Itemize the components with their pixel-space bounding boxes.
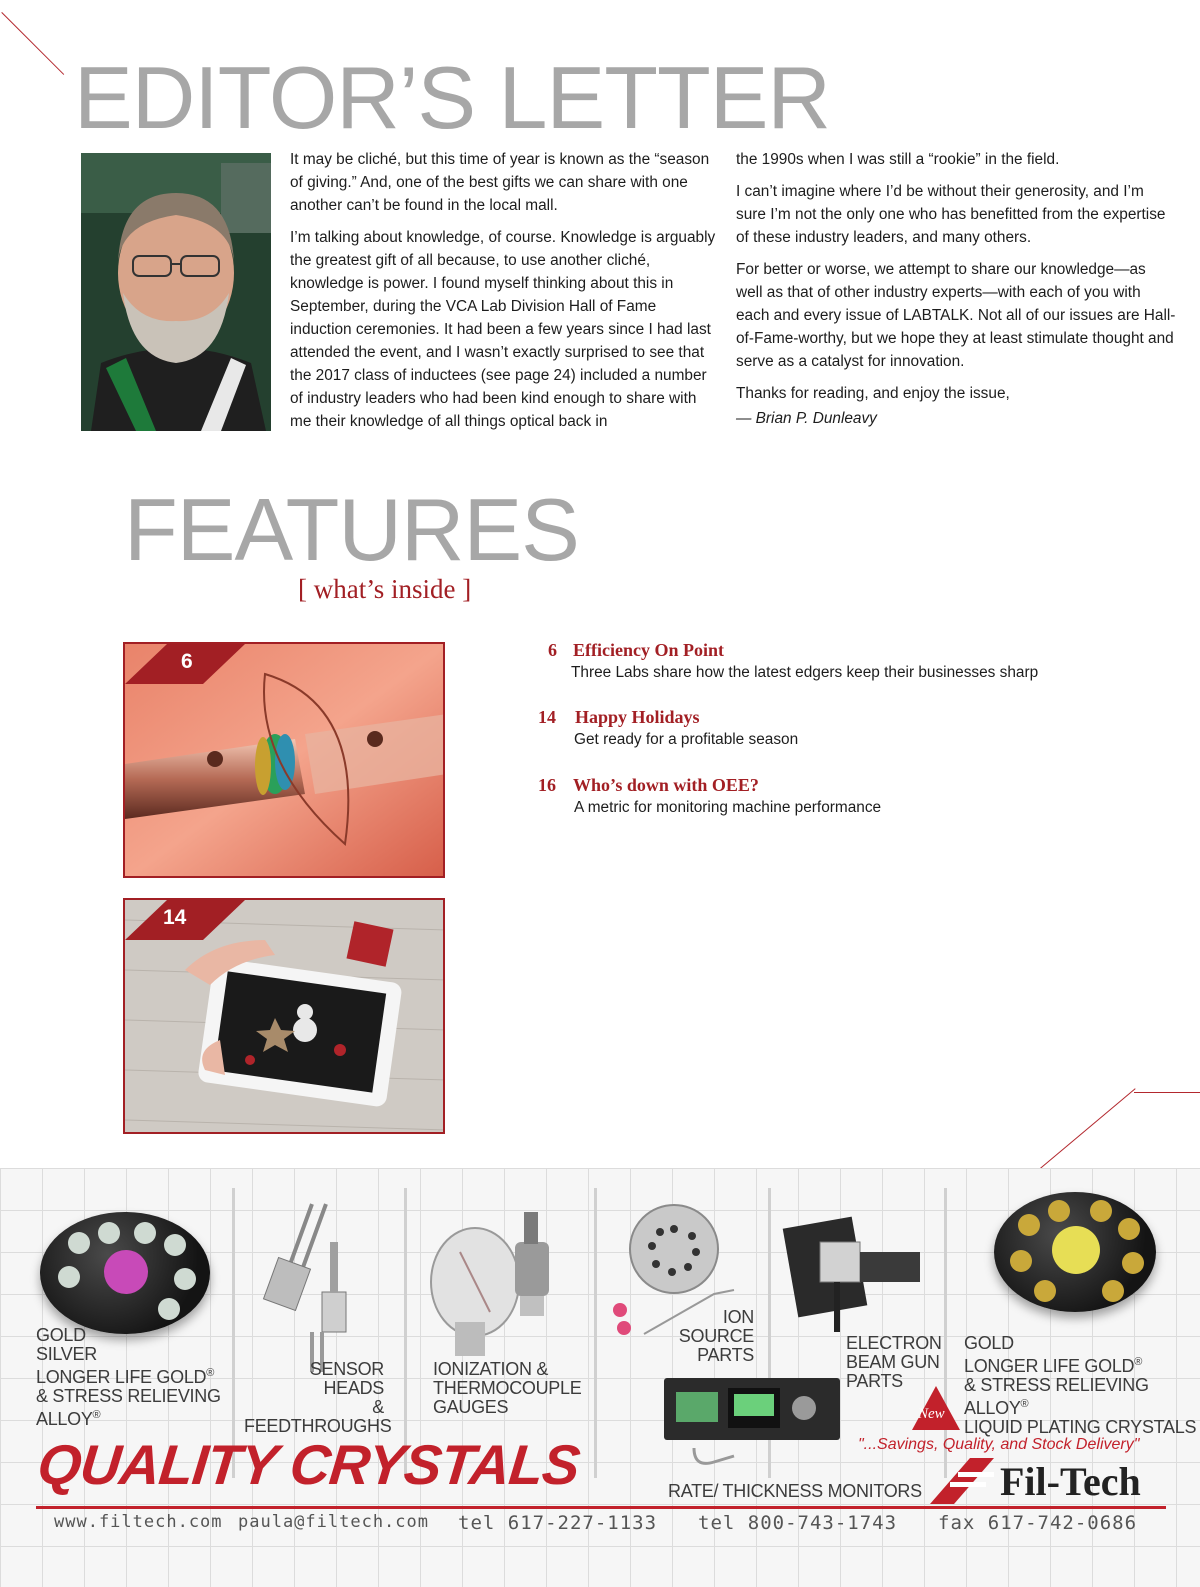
letter-column-2: [736, 148, 1176, 439]
quality-crystals-logo: QUALITY CRYSTALS: [34, 1433, 583, 1496]
crystal-slot: [1018, 1214, 1040, 1236]
divider-line-diagonal: [1040, 1088, 1136, 1168]
ad-separator: [594, 1188, 597, 1478]
letter-paragraph: I can’t imagine where I’d be without their generosity, and I’m sure I’m not the only one who has benefitted from the expertise of these industry leaders, and many others.: [736, 183, 1166, 246]
toc-page-number: 14: [538, 707, 556, 727]
crystal-slot: [174, 1268, 196, 1290]
page-tab-number: 14: [163, 906, 187, 929]
crystal-slot: [1010, 1250, 1032, 1272]
ad-label-line: PARTS: [697, 1345, 754, 1365]
letter-paragraph: the 1990s when I was still a “rookie” in the field.: [736, 151, 1060, 168]
ad-label-line: GOLD: [36, 1325, 86, 1345]
ad-email-link[interactable]: paula@filtech.com: [238, 1512, 429, 1532]
crystal-label: [104, 1250, 148, 1294]
electron-beam-gun-image: [780, 1202, 930, 1342]
toc-page-number: 6: [548, 640, 557, 660]
letter-paragraph: I’m talking about knowledge, of course. Knowledge is arguably the greatest gift of all because, to use another cliché, knowledge is power. I found myself thinking about this in September, during the VCA Lab Division Hall of Fame induction ceremonies. It had been a few years since I had last attended the event, and I wasn’t exactly surprised to see that the 2017 class of inductees (see page 24) included a number of industry leaders who had been kind enough to share with me their knowledge of all things optical back in: [290, 229, 716, 430]
filtech-advertisement[interactable]: [0, 1168, 1200, 1587]
editor-portrait-image: [81, 153, 271, 431]
letter-signature: — Brian P. Dunleavy: [736, 410, 877, 427]
toc-description: Three Labs share how the latest edgers keep their businesses sharp: [571, 664, 1039, 681]
ad-label-line: & STRESS RELIEVING: [36, 1386, 221, 1406]
ad-label-electron: [846, 1334, 942, 1391]
ad-label-line: THERMOCOUPLE: [433, 1378, 582, 1398]
ad-label-line: ION: [722, 1307, 754, 1327]
filtech-logo-mark: [930, 1458, 994, 1504]
letter-paragraph: It may be cliché, but this time of year is known as the “season of giving.” And, one of the best gifts we can share with one another can’t be found in the local mall.: [290, 151, 710, 214]
toc-description: A metric for monitoring machine performance: [574, 799, 882, 816]
features-heading: FEATURES: [124, 480, 579, 579]
page-tab-number: 6: [181, 650, 193, 673]
letter-column-1: [290, 148, 720, 442]
thickness-monitor-image: [664, 1378, 840, 1468]
ad-label-crystals: [36, 1326, 221, 1429]
toc-title-oee[interactable]: Who’s down with OEE?: [573, 775, 759, 795]
divider-line-right: [1134, 1092, 1200, 1093]
ad-label-line: [964, 1395, 1196, 1418]
sensor-head-image: [250, 1202, 390, 1372]
crystal-label: [1052, 1226, 1100, 1274]
registered-mark: ®: [1134, 1356, 1143, 1368]
ad-label-line: IONIZATION &: [433, 1359, 549, 1379]
editors-letter-heading: EDITOR’S LETTER: [74, 48, 830, 147]
ad-label-crystals-right: [964, 1334, 1196, 1437]
ad-label-text: LONGER LIFE GOLD: [36, 1367, 207, 1387]
crystal-slot: [1118, 1218, 1140, 1240]
crystal-slot: [1102, 1280, 1124, 1302]
ad-label-line: [964, 1353, 1196, 1376]
ad-label-monitors: RATE/ THICKNESS MONITORS: [668, 1481, 922, 1501]
crystal-holder-image: [994, 1192, 1156, 1312]
ad-slogan: "...Savings, Quality, and Stock Delivery": [858, 1436, 1140, 1453]
crystal-holder-image: [40, 1212, 210, 1334]
ad-label-line: [36, 1406, 221, 1429]
ad-label-line: ELECTRON: [846, 1333, 942, 1353]
ad-divider: [36, 1506, 1166, 1509]
ad-label-gauges: [433, 1360, 581, 1417]
ad-label-line: & STRESS RELIEVING: [964, 1375, 1149, 1395]
crystal-slot: [164, 1234, 186, 1256]
ad-phone-tollfree[interactable]: tel 800-743-1743: [698, 1512, 898, 1534]
registered-mark: ®: [1020, 1398, 1029, 1410]
ad-label-line: BEAM GUN: [846, 1352, 940, 1372]
features-subheading: [ what’s inside ]: [298, 574, 472, 604]
toc-title-holidays[interactable]: Happy Holidays: [575, 707, 700, 727]
filtech-logo: Fil-Tech: [1000, 1459, 1141, 1504]
crystal-slot: [98, 1222, 120, 1244]
ad-label-line: PARTS: [846, 1371, 903, 1391]
ad-label-line: LIQUID PLATING CRYSTALS: [964, 1417, 1197, 1437]
ad-phone-local[interactable]: tel 617-227-1133: [458, 1512, 658, 1534]
crystal-slot: [1034, 1280, 1056, 1302]
registered-mark: ®: [206, 1367, 215, 1379]
ad-separator: [944, 1188, 947, 1478]
new-badge-text: New: [918, 1406, 945, 1422]
ad-label-line: & FEEDTHROUGHS: [244, 1397, 392, 1436]
toc-page-number: 16: [538, 775, 556, 795]
crystal-slot: [134, 1222, 156, 1244]
registered-mark: ®: [92, 1409, 101, 1421]
ad-fax: fax 617-742-0686: [938, 1512, 1138, 1534]
ad-label-line: HEADS: [323, 1378, 384, 1398]
ad-label-sensor: [244, 1359, 392, 1436]
ad-label-line: [36, 1364, 221, 1387]
crystal-slot: [1122, 1252, 1144, 1274]
letter-paragraph: For better or worse, we attempt to share our knowledge—as well as that of other industry experts—with each of you with each and every issue of LABTALK. Not all of our issues are Hall-of-Fame-worthy, but we hope they at least stimulate thought and serve as a catalyst for innovation.: [736, 261, 1176, 370]
ad-label-ion: [670, 1308, 754, 1365]
crystal-slot: [1048, 1200, 1070, 1222]
ad-label-line: SILVER: [36, 1344, 97, 1364]
ad-label-text: ALLOY: [36, 1409, 93, 1429]
feature-image-efficiency[interactable]: [123, 642, 445, 878]
ad-label-line: GAUGES: [433, 1397, 509, 1417]
editor-photo: [81, 153, 271, 431]
ionization-gauge-image: [420, 1212, 580, 1362]
ad-website-link[interactable]: www.filtech.com: [54, 1512, 223, 1532]
ad-label-line: GOLD: [964, 1333, 1014, 1353]
toc-description: Get ready for a profitable season: [574, 731, 799, 748]
ad-label-text: LONGER LIFE GOLD: [964, 1356, 1135, 1376]
crystal-slot: [68, 1232, 90, 1254]
ad-label-line: SENSOR: [309, 1359, 384, 1379]
ad-label-text: ALLOY: [964, 1398, 1021, 1418]
feature-image-holidays[interactable]: [123, 898, 445, 1134]
corner-line-top-left: [1, 12, 64, 75]
crystal-slot: [58, 1266, 80, 1288]
letter-closing: Thanks for reading, and enjoy the issue,: [736, 385, 1010, 402]
toc-title-efficiency[interactable]: Efficiency On Point: [573, 640, 724, 660]
crystal-slot: [1090, 1200, 1112, 1222]
crystal-slot: [158, 1298, 180, 1320]
ad-label-line: SOURCE: [678, 1326, 754, 1346]
